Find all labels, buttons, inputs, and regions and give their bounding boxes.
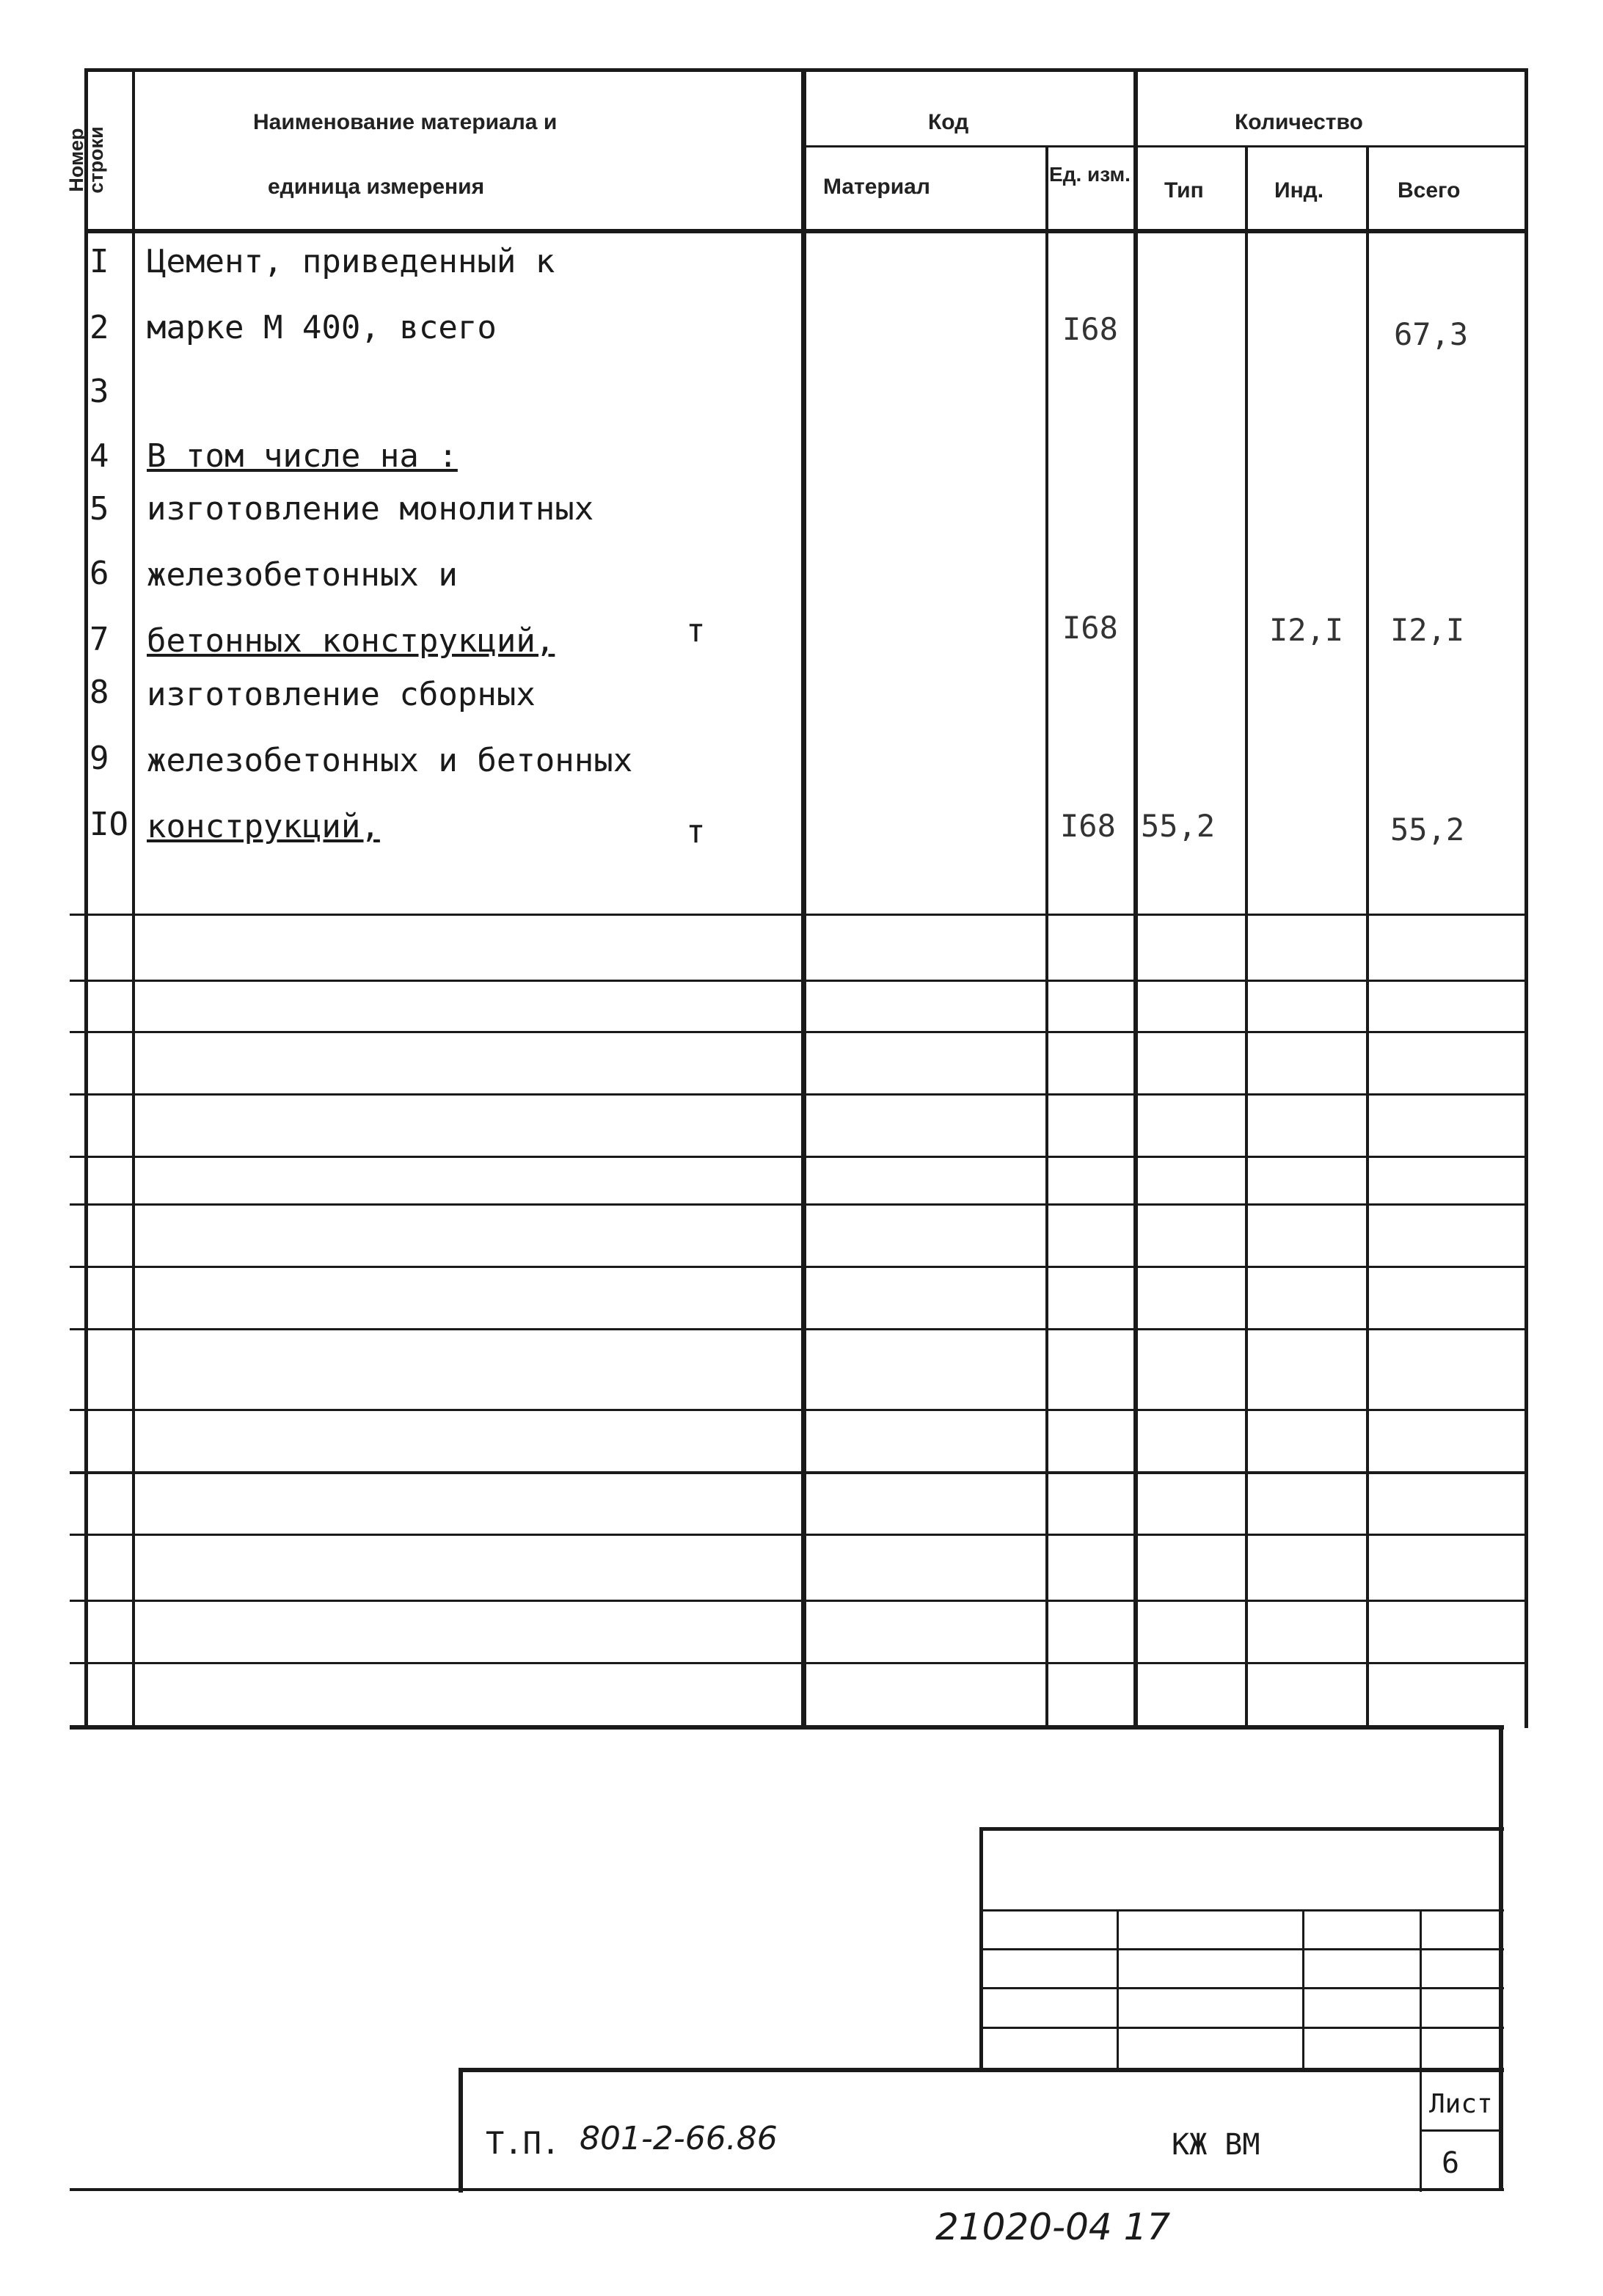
- row-unit-code: I68: [1062, 311, 1118, 347]
- unit-header: Ед. изм.: [1049, 163, 1131, 186]
- row-rule: [70, 1600, 1528, 1602]
- total-header: Всего: [1398, 178, 1461, 203]
- row-total: I2,I: [1390, 612, 1465, 648]
- table-bottom-border: [70, 1725, 1504, 1730]
- row-number: 5: [90, 490, 109, 528]
- col-line-type: [1245, 145, 1248, 1728]
- row-rule: [70, 980, 1528, 982]
- row-number: 9: [90, 740, 109, 777]
- row-name: конструкций,: [147, 808, 380, 845]
- name-header-line2: единица измерения: [268, 175, 485, 199]
- tb-col-3: [1420, 1909, 1422, 2192]
- row-rule: [70, 1093, 1528, 1096]
- footer-number: 21020-04 17: [935, 2206, 1171, 2248]
- row-unit-code: I68: [1062, 610, 1118, 646]
- tb-top: [982, 1827, 1504, 1831]
- row-rule: [70, 1534, 1528, 1536]
- header-mid-line: [803, 145, 1528, 147]
- row-name: марке М 400, всего: [147, 309, 497, 346]
- row-unit-letter: т: [686, 612, 706, 649]
- row-total: 67,3: [1394, 316, 1469, 352]
- table-top-border: [87, 68, 1528, 72]
- row-name: бетонных конструкций,: [147, 622, 555, 660]
- row-rule: [70, 1471, 1528, 1474]
- row-name: Цемент, приведенный к: [147, 243, 555, 280]
- tb-row-1: [982, 1909, 1504, 1911]
- row-name: изготовление сборных: [147, 676, 536, 713]
- code-header: Код: [928, 110, 969, 134]
- col-line-code: [1133, 70, 1138, 1728]
- type-header: Тип: [1164, 178, 1204, 203]
- doc-number: 801-2-66.86: [580, 2120, 778, 2157]
- row-total: 55,2: [1390, 812, 1465, 848]
- row-unit-code: I68: [1060, 808, 1116, 844]
- col-line-number: [132, 70, 135, 1728]
- row-name: железобетонных и: [147, 556, 458, 594]
- row-type: 55,2: [1141, 808, 1216, 844]
- row-ind: I2,I: [1269, 612, 1344, 648]
- row-rule: [70, 914, 1528, 916]
- row-number: 2: [90, 309, 109, 346]
- row-rule: [70, 1662, 1528, 1664]
- row-number-header: Номер строки: [65, 126, 107, 194]
- sheet-cell-divider: [1420, 2129, 1502, 2132]
- row-number: I: [90, 243, 109, 280]
- row-rule: [70, 1156, 1528, 1158]
- tb-row-2: [982, 1948, 1504, 1950]
- tb-row-4: [982, 2027, 1504, 2029]
- header-bottom-line: [87, 229, 1528, 233]
- row-rule: [70, 1409, 1528, 1411]
- material-header: Материал: [823, 175, 930, 199]
- table-right-border: [1525, 68, 1528, 1728]
- tb-row-3: [982, 1987, 1504, 1989]
- row-number: 3: [90, 373, 109, 410]
- stamp-bottom: [70, 2188, 1504, 2191]
- table-left-border: [84, 68, 88, 1728]
- row-number: 7: [90, 621, 109, 658]
- row-name: изготовление монолитных: [147, 490, 594, 528]
- sheet-number: 6: [1442, 2146, 1460, 2180]
- row-number: 4: [90, 437, 109, 475]
- doc-code: КЖ ВМ: [1172, 2128, 1260, 2162]
- row-rule: [70, 1031, 1528, 1033]
- col-line-name: [801, 70, 806, 1728]
- col-line-ind: [1366, 145, 1369, 1728]
- row-number: 6: [90, 555, 109, 592]
- row-number: 8: [90, 674, 109, 711]
- doc-prefix: Т.П.: [486, 2125, 560, 2161]
- col-line-material: [1045, 145, 1048, 1728]
- tb-col-2: [1302, 1909, 1304, 2071]
- row-rule: [70, 1328, 1528, 1330]
- sheet-label: Лист: [1429, 2089, 1493, 2119]
- name-header-line1: Наименование материала и: [253, 110, 558, 134]
- row-number: IO: [90, 806, 128, 843]
- stamp-left: [459, 2068, 463, 2193]
- tb-right: [1499, 1728, 1503, 2190]
- row-rule: [70, 1266, 1528, 1268]
- row-name: железобетонных и бетонных: [147, 742, 633, 779]
- row-rule: [70, 1203, 1528, 1206]
- stamp-top: [461, 2068, 1504, 2072]
- ind-header: Инд.: [1274, 178, 1324, 203]
- row-unit-letter: т: [686, 813, 706, 850]
- row-name: В том числе на :: [147, 437, 458, 475]
- tb-col-1: [1117, 1909, 1119, 2071]
- quantity-header: Количество: [1235, 110, 1363, 134]
